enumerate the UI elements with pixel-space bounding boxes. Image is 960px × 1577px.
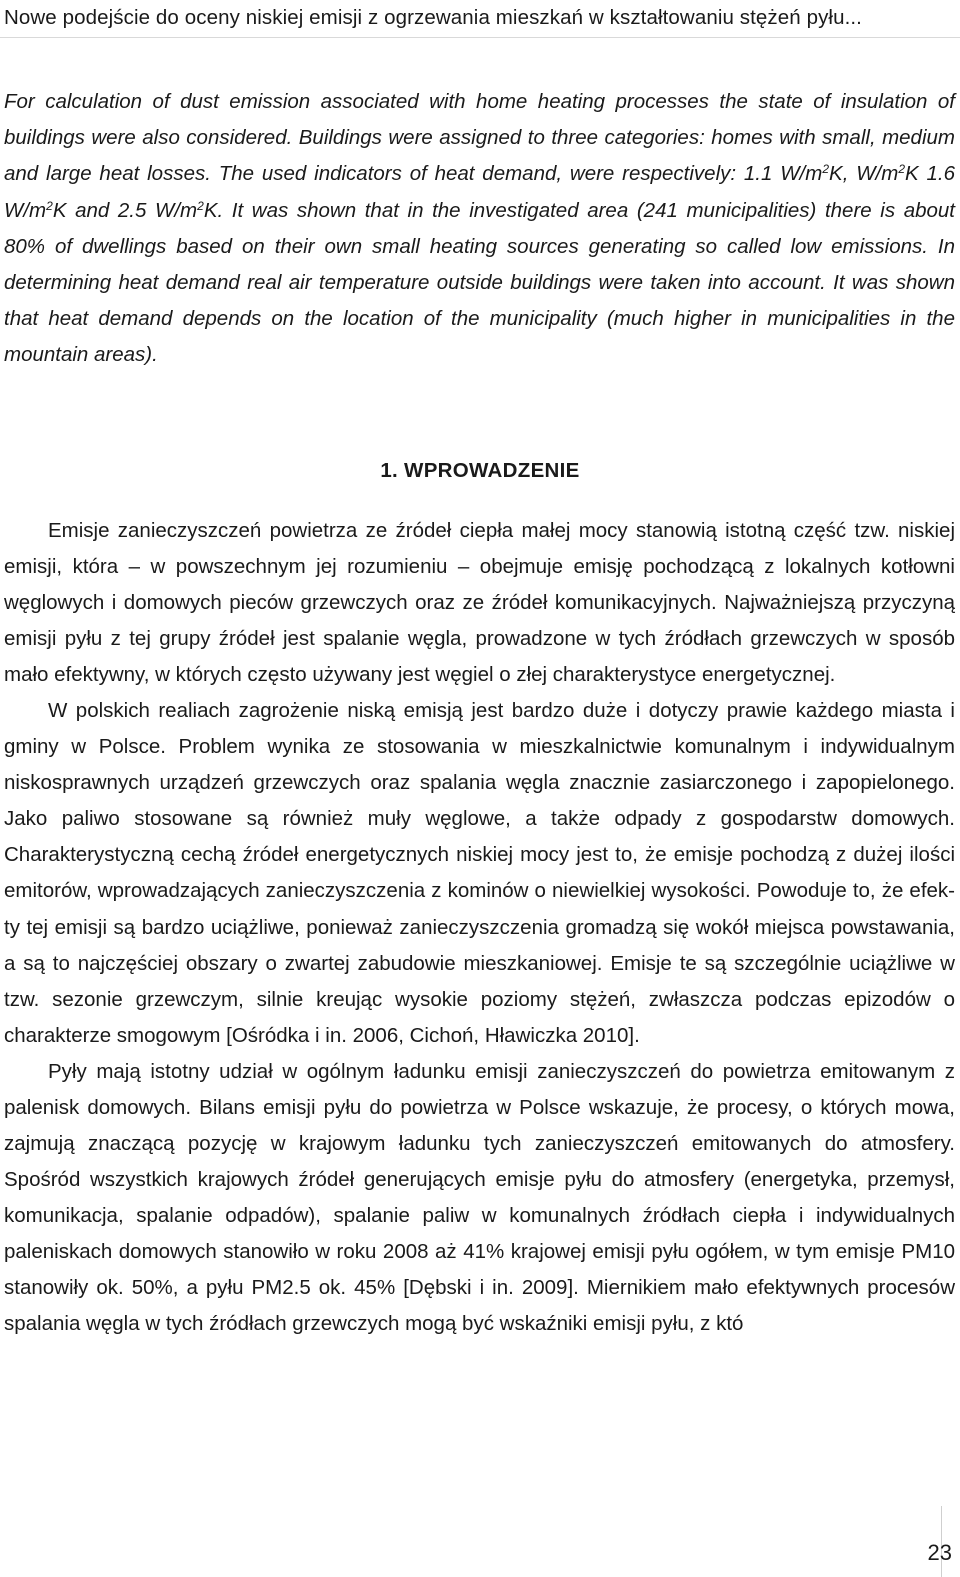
superscript-2: 2 bbox=[46, 198, 53, 213]
superscript-2: 2 bbox=[898, 162, 906, 177]
paragraph-2: W polskich realiach zagrożenie niską emisją jest bardzo duże i dotyczy prawie każdego miasta i gminy w Polsce. Problem wynika ze stosowania w mieszkalnictwie komunalnym i indywidualnym niskosprawnych urządzeń grzewczych oraz spalania węgla znacznie zasiarczonego i zapopielonego. Jako paliwo stosowane są również muły węglowe, a także odpady z gospodarstw domowych. Charakterystyczną cechą źródeł energetycznych niskiej mocy jest to, że emisje pochodzą z dużej ilości emitorów, wprowadzających zanieczyszczenia z kominów o niewielkiej wysokości. Powoduje to, że efekty tej emisji są bardzo uciążliwe, ponieważ zanieczyszczenia gromadzą się wokół miejsca powstawania, a są to najczęściej obszary o zwartej zabudowie mieszkaniowej. Emisje te są szczególnie uciążliwe w tzw. sezonie grzewczym, silnie kreując wysokie poziomy stężeń, zwłaszcza podczas epizodów o charakterze smogowym [Ośródka i in. 2006, Cichoń, Hławiczka 2010]. bbox=[4, 699, 955, 1047]
superscript-2: 2 bbox=[822, 162, 830, 177]
running-head: Nowe podejście do oceny niskiej emisji z ogrzewania mieszkań w kształtowaniu stężeń pyłu... bbox=[4, 6, 862, 29]
section-heading: 1. WPROWADZENIE bbox=[380, 459, 580, 482]
paragraph-1: Emisje zanieczyszczeń powietrza ze źródeł ciepła małej mocy stanowią istotną część tzw. niskiej emisji, która – w powszechnym jej rozumieniu – obejmuje emisję pochodzącą z lokalnych kotłowni węglowych i domowych pieców grzewczych oraz ze źródeł komunikacyjnych. Najważniejszą przyczyną emisji pyłu z tej grupy źródeł jest spalanie węgla, prowadzone w tych źródłach grzewczych w sposób mało efektywny, w których często używany jest węgiel o złej charakterystyce energetycznej. bbox=[4, 519, 955, 687]
paragraph-3: Pyły mają istotny udział w ogólnym ładunku emisji zanieczyszczeń do powietrza emitowanym z palenisk domowych. Bilans emisji pyłu do powietrza w Polsce wskazuje, że procesy, o których mowa, zajmują znaczącą pozycję w krajowym ładunku tych zanieczyszczeń emitowanych do atmosfery. Spośród wszystkich krajowych źródeł generujących emisje pyłu do atmosfery (energetyka, przemysł, komunikacja, spalanie odpadów), spalanie paliw w komunalnych źródłach ciepła i indywidualnych paleniskach domowych stanowiło w roku 2008 aż 41% krajowej emisji pyłu ogółem, w tym emisje PM10 stanowiły ok. 50%, a pyłu PM2.5 ok. 45% [Dębski i in. 2009]. Miernikiem mało efektywnych procesów spalania węgla w tych źródłach grzewczych mogą być wskaźniki emisji pyłu, z któ bbox=[4, 1059, 955, 1336]
body-text bbox=[4, 513, 955, 1342]
abstract-text-1: For calculation of dust emission associated with home heating processes the state of insulation of buildings were also considered. Buildings were assigned to three categories: homes with small, medium and large heat losses. The used indicators of heat demand, were respectively: 1.1 W/m bbox=[4, 90, 955, 186]
abstract-text-5: K. It was shown that in the investigated area (241 municipalities) there is about 80% of dwellings based on their own small heating sources generating so called low emissions. In determining heat demand real air temperature outside buildings were taken into account. It was shown that heat demand depends on the location of the municipality (much higher in municipalities in the mountain areas). bbox=[4, 198, 955, 367]
abstract-text-4: K and 2.5 W/m bbox=[52, 198, 198, 222]
abstract-text-2: K, W/m bbox=[829, 162, 899, 186]
header-divider bbox=[0, 37, 960, 38]
page-number: 23 bbox=[927, 1540, 952, 1565]
english-abstract bbox=[4, 84, 955, 374]
superscript-2: 2 bbox=[197, 198, 204, 213]
abstract-text-3: K 1.6 W/m bbox=[4, 162, 955, 222]
